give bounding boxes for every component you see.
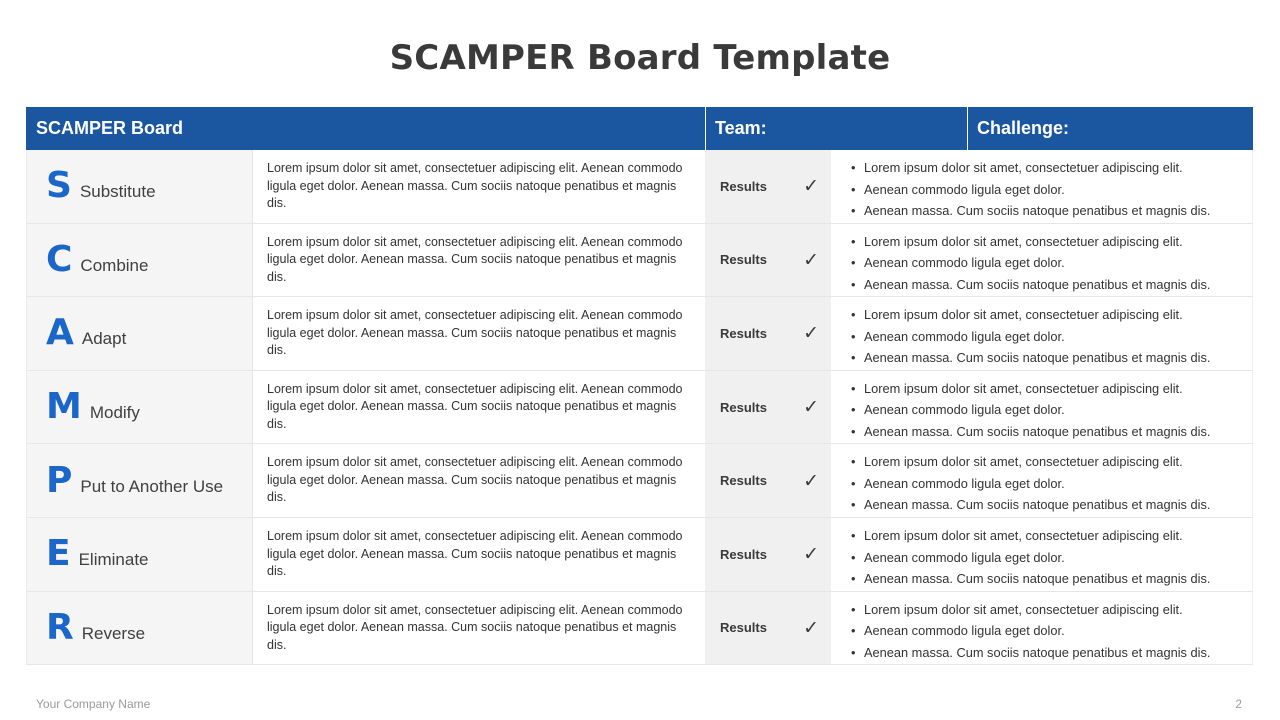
results-label: Results [720,399,767,415]
bullets-cell [831,371,1253,444]
header-board-label: SCAMPER Board [36,118,184,138]
description-cell [253,444,705,517]
letter-cell [26,150,253,223]
bullet-item: • Lorem ipsum dolor sit amet, consectetuer adipiscing elit. [851,157,1252,179]
board-row [26,592,1253,666]
letter-cell [26,444,253,517]
scamper-word: Substitute [79,182,156,202]
scamper-letter: M [46,386,82,428]
bullets-cell [831,444,1253,517]
bullet-item: • Aenean commodo ligula eget dolor. [851,252,1252,274]
description-text: Lorem ipsum dolor sit amet, consectetuer adipiscing elit. Aenean commodo ligula eget dolor. Aenean massa. Cum sociis natoque penatibus et magnis dis. [267,602,683,652]
scamper-word: Modify [89,403,140,423]
scamper-letter: S [46,165,72,207]
results-cell [705,150,831,223]
bullet-item: • Lorem ipsum dolor sit amet, consectetuer adipiscing elit. [851,231,1252,253]
board-header [26,107,1253,150]
results-cell [705,518,831,591]
scamper-board [26,107,1253,665]
checkmark-icon: ✓ [803,616,819,639]
checkmark-icon: ✓ [803,175,819,198]
description-text: Lorem ipsum dolor sit amet, consectetuer adipiscing elit. Aenean commodo ligula eget dolor. Aenean massa. Cum sociis natoque penatibus et magnis dis. [267,455,683,505]
scamper-word: Combine [80,255,149,275]
board-row [26,297,1253,371]
checkmark-icon: ✓ [803,322,819,345]
results-label: Results [720,252,767,268]
scamper-word: Eliminate [78,550,149,570]
footer-page-number: 2 [1235,697,1242,711]
scamper-word: Adapt [81,329,127,349]
description-cell [253,592,705,665]
checkmark-icon: ✓ [803,248,819,271]
bullet-item: • Aenean commodo ligula eget dolor. [851,179,1252,201]
description-text: Lorem ipsum dolor sit amet, consectetuer adipiscing elit. Aenean commodo ligula eget dolor. Aenean massa. Cum sociis natoque penatibus et magnis dis. [267,308,683,358]
bullet-item: • Lorem ipsum dolor sit amet, consectetuer adipiscing elit. [851,451,1252,473]
bullet-item: • Aenean massa. Cum sociis natoque penatibus et magnis dis. [851,494,1252,516]
description-text: Lorem ipsum dolor sit amet, consectetuer adipiscing elit. Aenean commodo ligula eget dolor. Aenean massa. Cum sociis natoque penatibus et magnis dis. [267,234,683,284]
scamper-word: Reverse [81,623,146,643]
bullet-item: • Aenean commodo ligula eget dolor. [851,326,1252,348]
results-cell [705,592,831,665]
bullet-item: • Aenean massa. Cum sociis natoque penatibus et magnis dis. [851,421,1252,443]
bullet-item: • Aenean massa. Cum sociis natoque penatibus et magnis dis. [851,347,1252,369]
bullets-cell [831,297,1253,370]
bullets-cell [831,592,1253,665]
results-cell [705,444,831,517]
bullet-item: • Aenean massa. Cum sociis natoque penatibus et magnis dis. [851,200,1252,222]
scamper-letter: R [46,606,74,648]
page-title: SCAMPER Board Template [389,38,891,78]
checkmark-icon: ✓ [803,543,819,566]
description-cell [253,224,705,297]
description-text: Lorem ipsum dolor sit amet, consectetuer adipiscing elit. Aenean commodo ligula eget dolor. Aenean massa. Cum sociis natoque penatibus et magnis dis. [267,161,683,211]
board-row [26,444,1253,518]
bullet-item: • Lorem ipsum dolor sit amet, consectetuer adipiscing elit. [851,304,1252,326]
letter-cell [26,592,253,665]
bullets-cell [831,518,1253,591]
description-cell [253,150,705,223]
bullet-item: • Aenean massa. Cum sociis natoque penatibus et magnis dis. [851,568,1252,590]
scamper-letter: C [46,238,73,280]
description-text: Lorem ipsum dolor sit amet, consectetuer adipiscing elit. Aenean commodo ligula eget dolor. Aenean massa. Cum sociis natoque penatibus et magnis dis. [267,529,683,579]
bullet-item: • Aenean commodo ligula eget dolor. [851,620,1252,642]
scamper-letter: P [46,459,73,501]
results-label: Results [720,546,767,562]
results-label: Results [720,325,767,341]
description-cell [253,297,705,370]
checkmark-icon: ✓ [803,396,819,419]
board-row [26,371,1253,445]
board-rows [26,150,1253,665]
results-cell [705,297,831,370]
results-cell [705,224,831,297]
bullet-item: • Lorem ipsum dolor sit amet, consectetuer adipiscing elit. [851,525,1252,547]
scamper-letter: E [46,533,71,575]
bullet-item: • Lorem ipsum dolor sit amet, consectetuer adipiscing elit. [851,378,1252,400]
letter-cell [26,224,253,297]
bullet-item: • Aenean massa. Cum sociis natoque penatibus et magnis dis. [851,274,1252,296]
footer-company-name: Your Company Name [36,697,151,711]
board-row [26,150,1253,224]
results-cell [705,371,831,444]
results-label: Results [720,178,767,194]
scamper-letter: A [46,312,74,354]
letter-cell [26,371,253,444]
letter-cell [26,297,253,370]
description-cell [253,518,705,591]
results-label: Results [720,473,767,489]
bullet-item: • Aenean massa. Cum sociis natoque penatibus et magnis dis. [851,642,1252,664]
description-cell [253,371,705,444]
header-challenge-label: Challenge: [967,107,1253,150]
checkmark-icon: ✓ [803,469,819,492]
scamper-word: Put to Another Use [80,476,224,496]
header-team-label: Team: [705,107,967,150]
bullet-item: • Lorem ipsum dolor sit amet, consectetuer adipiscing elit. [851,599,1252,621]
letter-cell [26,518,253,591]
board-row [26,518,1253,592]
bullet-item: • Aenean commodo ligula eget dolor. [851,473,1252,495]
board-row [26,224,1253,298]
bullets-cell [831,150,1253,223]
bullet-item: • Aenean commodo ligula eget dolor. [851,547,1252,569]
results-label: Results [720,620,767,636]
bullet-item: • Aenean commodo ligula eget dolor. [851,399,1252,421]
description-text: Lorem ipsum dolor sit amet, consectetuer adipiscing elit. Aenean commodo ligula eget dolor. Aenean massa. Cum sociis natoque penatibus et magnis dis. [267,381,683,431]
bullets-cell [831,224,1253,297]
